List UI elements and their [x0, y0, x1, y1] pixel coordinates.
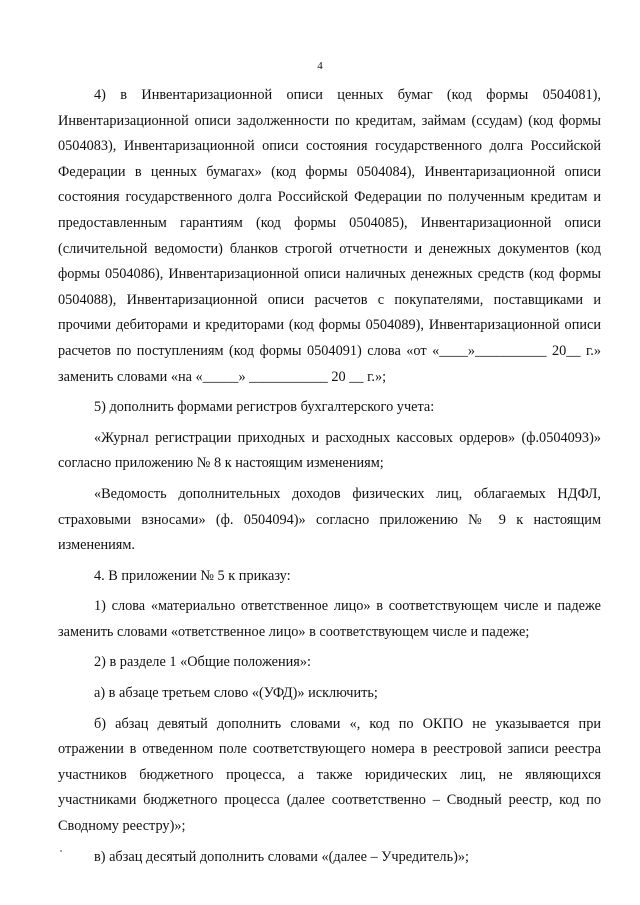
paragraph-item-1-responsible-person: 1) слова «материально ответственное лицо» в соответствующем числе и падеже заменить словами «ответственное лицо» в соответствующем числе и падеже; [58, 598, 601, 640]
paragraph-item-2-general-provisions: 2) в разделе 1 «Общие положения»: [94, 654, 311, 671]
page-number: 4 [317, 60, 323, 72]
paragraph-cash-orders-journal: «Журнал регистрации приходных и расходных кассовых ордеров» (ф.0504093)» согласно приложению № 8 к настоящим изменениям; [58, 429, 601, 472]
paragraph-subitem-v: в) абзац десятый дополнить словами «(далее – Учредитель)»; [94, 848, 469, 865]
scan-dot-mark [60, 850, 62, 852]
document-body [58, 83, 601, 870]
paragraph-subitem-a: а) в абзаце третьем слово «(УФД)» исключить; [94, 685, 378, 702]
paragraph-subitem-b: б) абзац девятый дополнить словами «, код по ОКПО не указывается при отражении в отведенном поле соответствующего номера в реестровой записи реестра участников бюджетного процесса, а также юридических лиц, не являющихся участниками бюджетного процесса (далее соответственно – Сводный реестр, код по Сводному реестру)»; [58, 715, 601, 835]
paragraph-section-4-heading: 4. В приложении № 5 к приказу: [94, 567, 291, 584]
paragraph-additional-income-statement: «Ведомость дополнительных доходов физических лиц, облагаемых НДФЛ, страховыми взносами» (ф. 0504094)» согласно приложению № 9 к настоящим изменениям. [58, 485, 601, 554]
paragraph-item-4-inventory-forms: 4) в Инвентаризационной описи ценных бумаг (код формы 0504081), Инвентаризационной описи задолженности по кредитам, займам (ссудам) (код формы 0504083), Инвентаризационной описи состояния государственного долга Российской Федерации в ценных бумагах» (код формы 0504084), Инвентаризационной описи состояния государственного долга Российской Федерации по полученным кредитам и предоставленным гарантиям (код формы 0504085), Инвентаризационной описи (сличительной ведомости) бланков строгой отчетности и денежных документов (код формы 0504086), Инвентаризационной описи наличных денежных средств (код формы 0504088), Инвентаризационной описи расчетов с покупателями, поставщиками и прочими дебиторами и кредиторами (код формы 0504089), Инвентаризационной описи расчетов по поступлениям (код формы 0504091) слова «от «____»__________ 20__ г.» заменить словами «на «_____» ___________ 20 __ г.»; [58, 87, 601, 385]
paragraph-item-5-add-forms: 5) дополнить формами регистров бухгалтерского учета: [94, 399, 435, 416]
